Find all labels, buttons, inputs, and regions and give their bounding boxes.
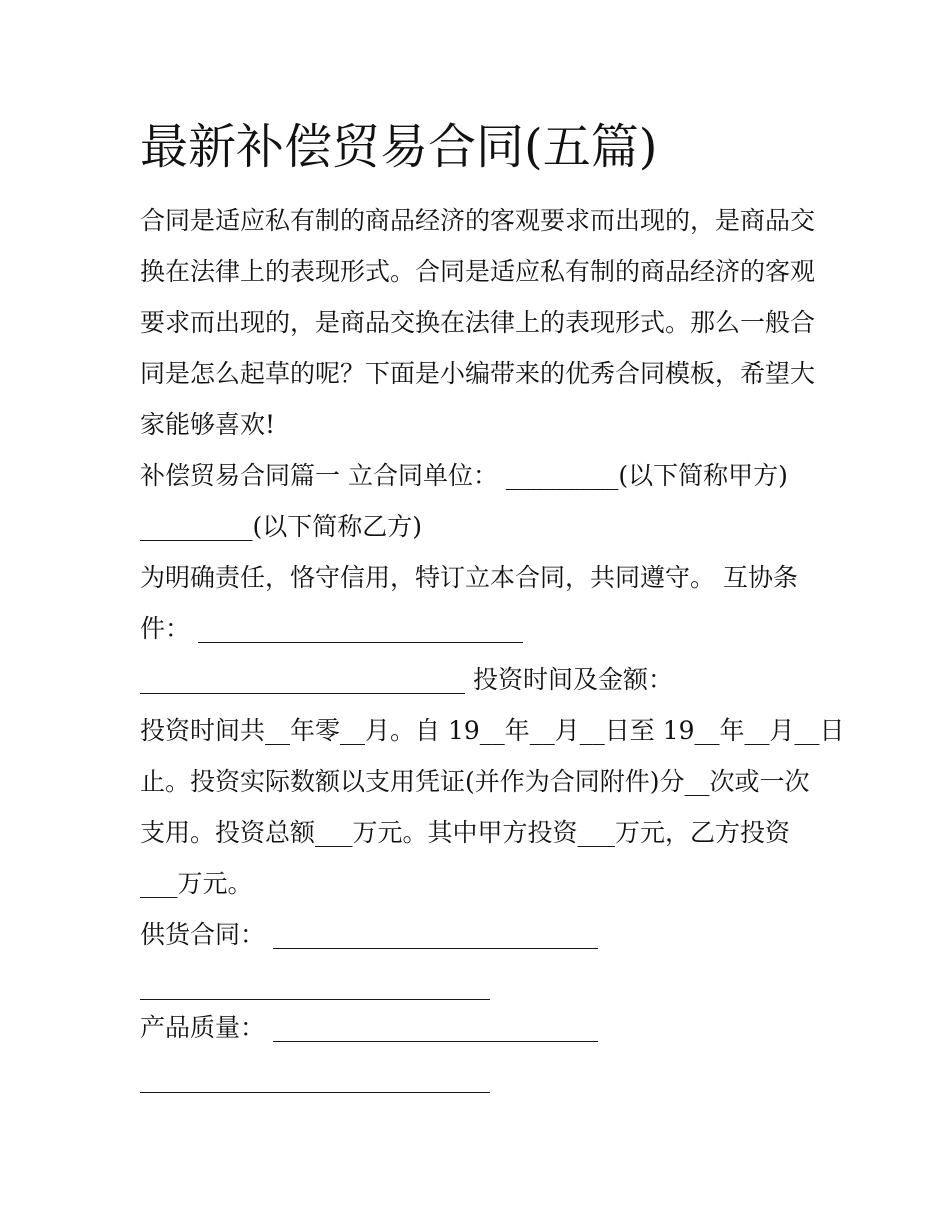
- paragraph-line: 同是怎么起草的呢？下面是小编带来的优秀合同模板，希望大: [140, 359, 816, 388]
- paragraph-line: 换在法律上的表现形式。合同是适应私有制的商品经济的客观: [140, 257, 816, 286]
- contract-clause-line: 件： __________________________: [140, 614, 523, 643]
- investment-line: 投资时间共__年零__月。自 19__年__月__日至 19__年__月__日: [140, 716, 845, 745]
- paragraph-line: 要求而出现的，是商品交换在法律上的表现形式。那么一般合: [140, 308, 816, 337]
- supply-contract-line: 供货合同： __________________________: [140, 920, 598, 949]
- investment-line: 止。投资实际数额以支用凭证(并作为合同附件)分__次或一次: [140, 767, 810, 796]
- contract-parties-line: 补偿贸易合同篇一 立合同单位： _________(以下简称甲方): [140, 461, 788, 490]
- supply-contract-line: ____________________________: [140, 971, 490, 1000]
- paragraph-line: 合同是适应私有制的商品经济的客观要求而出现的，是商品交: [140, 206, 816, 235]
- paragraph-line: 家能够喜欢!: [140, 410, 276, 439]
- contract-parties-line: _________(以下简称乙方): [140, 512, 423, 541]
- document-title: 最新补偿贸易合同(五篇): [140, 119, 658, 175]
- contract-clause-line: 为明确责任，恪守信用，特订立本合同，共同遵守。 互协条: [140, 563, 798, 592]
- product-quality-line: 产品质量： __________________________: [140, 1013, 598, 1042]
- product-quality-line: ____________________________: [140, 1064, 490, 1093]
- investment-line: ___万元。: [140, 869, 253, 898]
- investment-line: 支用。投资总额___万元。其中甲方投资___万元，乙方投资: [140, 818, 791, 847]
- contract-clause-line: __________________________ 投资时间及金额：: [140, 665, 673, 694]
